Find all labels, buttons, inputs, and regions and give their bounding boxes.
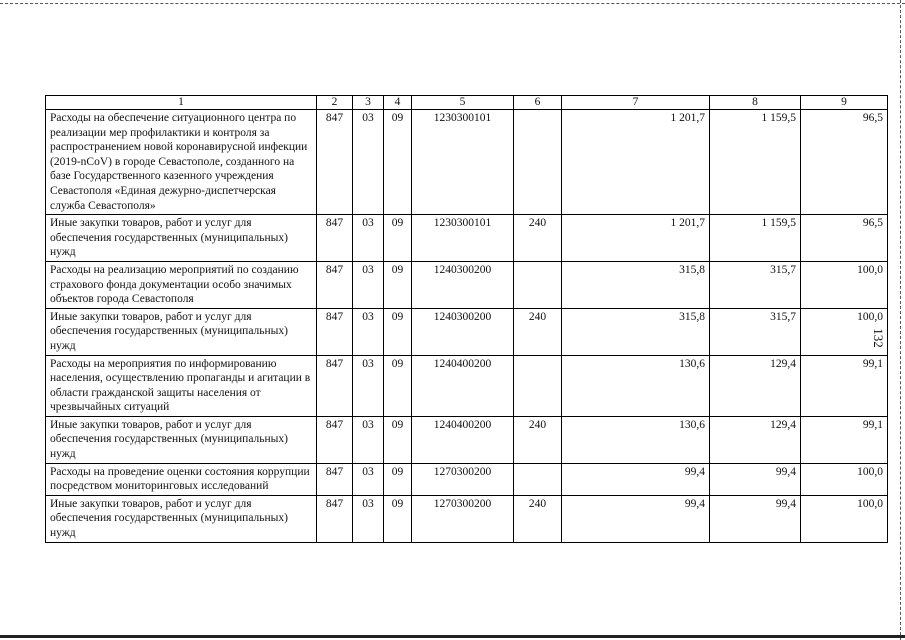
section-code: 03 <box>353 308 384 355</box>
subsection-code: 09 <box>384 463 412 495</box>
subsection-code: 09 <box>384 495 412 542</box>
department-code: 847 <box>317 110 353 215</box>
column-header: 8 <box>710 96 801 110</box>
table-row <box>46 110 888 215</box>
execution-percent: 100,0 <box>801 308 888 355</box>
planned-amount: 130,6 <box>562 416 710 463</box>
table-row <box>46 308 888 355</box>
executed-amount: 315,7 <box>710 261 801 308</box>
target-article-code: 1270300200 <box>412 495 514 542</box>
subsection-code: 09 <box>384 308 412 355</box>
subsection-code: 09 <box>384 215 412 262</box>
subsection-code: 09 <box>384 355 412 416</box>
table-row <box>46 261 888 308</box>
target-article-code: 1240400200 <box>412 416 514 463</box>
page-number: 132 <box>870 328 886 348</box>
column-header: 4 <box>384 96 412 110</box>
department-code: 847 <box>317 215 353 262</box>
department-code: 847 <box>317 261 353 308</box>
executed-amount: 129,4 <box>710 416 801 463</box>
subsection-code: 09 <box>384 110 412 215</box>
execution-percent: 99,1 <box>801 416 888 463</box>
planned-amount: 99,4 <box>562 495 710 542</box>
expense-type-code <box>514 261 562 308</box>
department-code: 847 <box>317 416 353 463</box>
section-code: 03 <box>353 110 384 215</box>
table-row <box>46 416 888 463</box>
section-code: 03 <box>353 416 384 463</box>
table-header-row <box>46 96 888 110</box>
executed-amount: 1 159,5 <box>710 110 801 215</box>
planned-amount: 1 201,7 <box>562 110 710 215</box>
expense-type-code <box>514 463 562 495</box>
planned-amount: 315,8 <box>562 261 710 308</box>
planned-amount: 315,8 <box>562 308 710 355</box>
expense-name: Иные закупки товаров, работ и услуг для обеспечения государственных (муниципальных) нужд <box>46 215 317 262</box>
execution-percent: 100,0 <box>801 463 888 495</box>
section-code: 03 <box>353 355 384 416</box>
expense-type-code: 240 <box>514 215 562 262</box>
execution-percent: 96,5 <box>801 215 888 262</box>
target-article-code: 1230300101 <box>412 110 514 215</box>
planned-amount: 130,6 <box>562 355 710 416</box>
execution-percent: 100,0 <box>801 495 888 542</box>
planned-amount: 1 201,7 <box>562 215 710 262</box>
section-code: 03 <box>353 261 384 308</box>
execution-percent: 99,1 <box>801 355 888 416</box>
target-article-code: 1240300200 <box>412 308 514 355</box>
column-header: 6 <box>514 96 562 110</box>
table-row <box>46 215 888 262</box>
column-header: 9 <box>801 96 888 110</box>
executed-amount: 129,4 <box>710 355 801 416</box>
section-code: 03 <box>353 463 384 495</box>
department-code: 847 <box>317 308 353 355</box>
column-header: 1 <box>46 96 317 110</box>
planned-amount: 99,4 <box>562 463 710 495</box>
table-row <box>46 355 888 416</box>
expense-type-code: 240 <box>514 416 562 463</box>
department-code: 847 <box>317 355 353 416</box>
scan-edge-top <box>0 3 905 4</box>
table-row <box>46 495 888 542</box>
executed-amount: 99,4 <box>710 495 801 542</box>
department-code: 847 <box>317 463 353 495</box>
scan-edge-bottom <box>0 635 905 638</box>
section-code: 03 <box>353 215 384 262</box>
expense-name: Иные закупки товаров, работ и услуг для обеспечения государственных (муниципальных) нужд <box>46 495 317 542</box>
expense-type-code <box>514 110 562 215</box>
execution-percent: 100,0 <box>801 261 888 308</box>
column-header: 5 <box>412 96 514 110</box>
department-code: 847 <box>317 495 353 542</box>
budget-table <box>45 95 888 543</box>
expense-type-code <box>514 355 562 416</box>
target-article-code: 1230300101 <box>412 215 514 262</box>
target-article-code: 1240400200 <box>412 355 514 416</box>
executed-amount: 315,7 <box>710 308 801 355</box>
column-header: 7 <box>562 96 710 110</box>
executed-amount: 1 159,5 <box>710 215 801 262</box>
expense-name: Иные закупки товаров, работ и услуг для обеспечения государственных (муниципальных) нужд <box>46 308 317 355</box>
scan-edge-right <box>900 0 901 640</box>
column-header: 3 <box>353 96 384 110</box>
section-code: 03 <box>353 495 384 542</box>
subsection-code: 09 <box>384 261 412 308</box>
expense-type-code: 240 <box>514 308 562 355</box>
column-header: 2 <box>317 96 353 110</box>
expense-name: Расходы на проведение оценки состояния коррупции посредством мониторинговых исследований <box>46 463 317 495</box>
execution-percent: 96,5 <box>801 110 888 215</box>
expense-name: Расходы на мероприятия по информированию населения, осуществлению пропаганды и агитации в области гражданской защиты населения от чрезвычайных ситуаций <box>46 355 317 416</box>
expense-name: Иные закупки товаров, работ и услуг для обеспечения государственных (муниципальных) нужд <box>46 416 317 463</box>
target-article-code: 1270300200 <box>412 463 514 495</box>
expense-type-code: 240 <box>514 495 562 542</box>
subsection-code: 09 <box>384 416 412 463</box>
target-article-code: 1240300200 <box>412 261 514 308</box>
table-row <box>46 463 888 495</box>
expense-name: Расходы на реализацию мероприятий по созданию страхового фонда документации особо значимых объектов города Севастополя <box>46 261 317 308</box>
expense-name: Расходы на обеспечение ситуационного центра по реализации мер профилактики и контроля за распространением новой коронавирусной инфекции (2019-nCoV) в городе Севастополе, созданного на базе Государственного казенного учреждения Севастополя «Единая дежурно-диспетчерская служба Севастополя» <box>46 110 317 215</box>
executed-amount: 99,4 <box>710 463 801 495</box>
